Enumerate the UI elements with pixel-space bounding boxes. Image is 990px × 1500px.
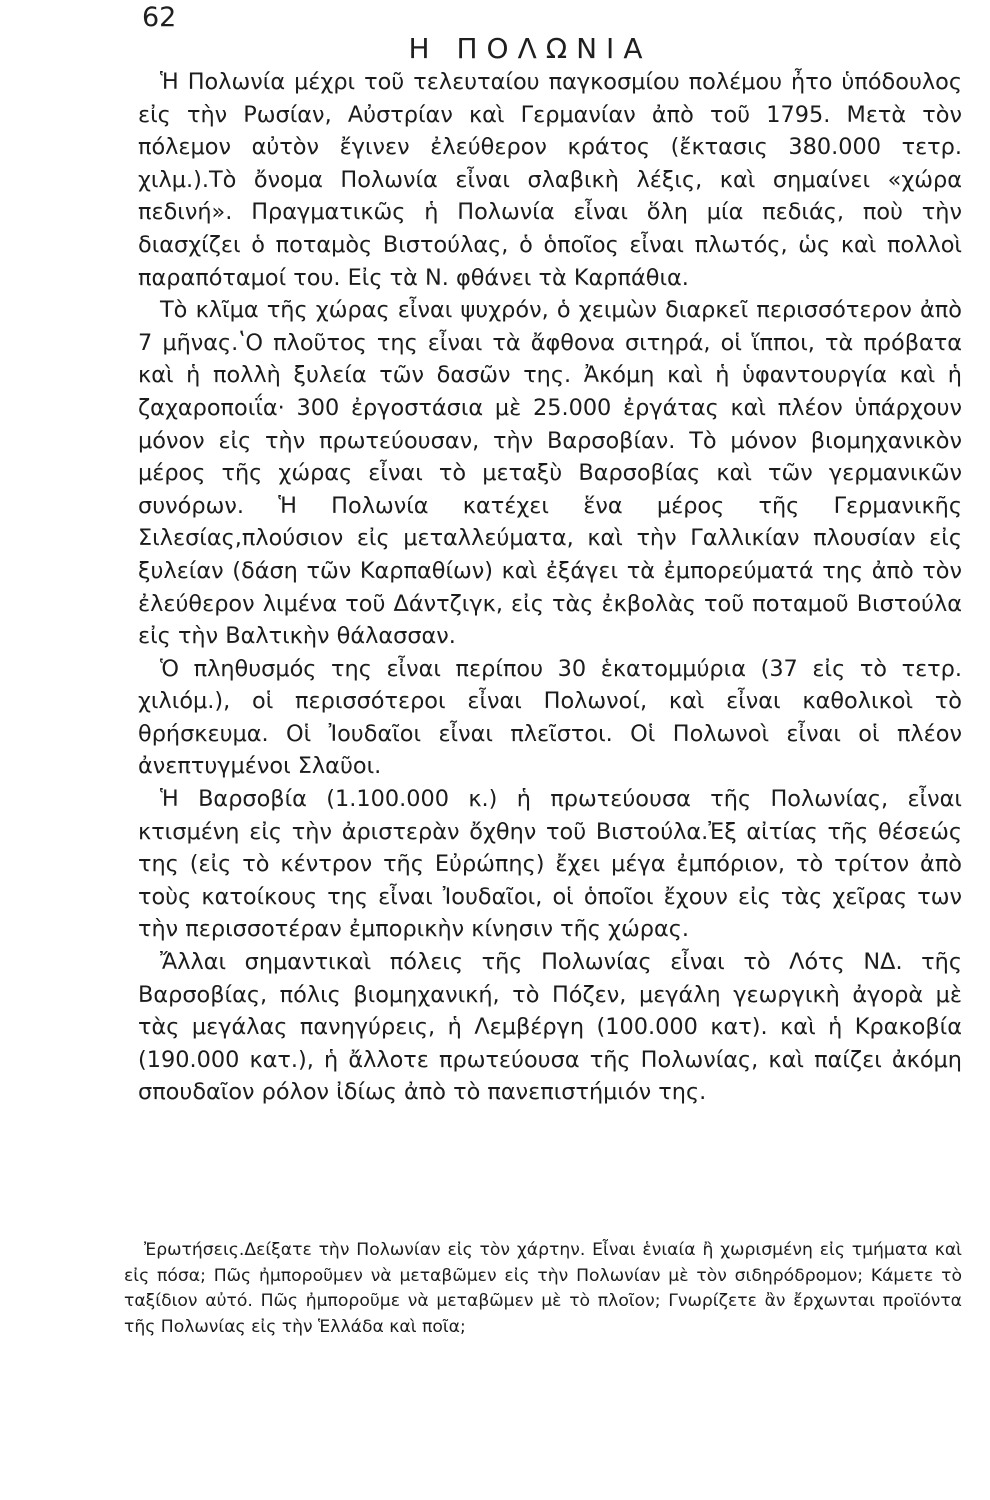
article-body [138,66,962,1109]
paragraph-climate-economy: Τὸ κλῖμα τῆς χώρας εἶναι ψυχρόν, ὁ χειμὼν διαρκεῖ περισσότερον ἀπὸ 7 μῆνας.ʽΟ πλοῦτος της εἶναι τὰ ἄφθονα σιτηρά, οἱ ἵπποι, τὰ πρόβατα καὶ ἡ πολλὴ ξυλεία τῶν δασῶν της. Ἀκόμη καὶ ἡ ὑφαντουργία καὶ ἡ ζαχαροποιΐα· 300 ἐργοστάσια μὲ 25.000 ἐργάτας καὶ πλέον ὑπάρχουν μόνον εἰς τὴν πρωτεύουσαν, τὴν Βαρσοβίαν. Τὸ μόνον βιομηχανικὸν μέρος τῆς χώρας εἶναι τὸ μεταξὺ Βαρσοβίας καὶ τῶν γερμανικῶν συνόρων. Ἡ Πολωνία κατέχει ἕνα μέρος τῆς Γερμανικῆς Σιλεσίας,πλούσιον εἰς μεταλλεύματα, καὶ τὴν Γαλλικίαν πλουσίαν εἰς ξυλείαν (δάση τῶν Καρπαθίων) καὶ ἐξάγει τὰ ἐμπορεύματά της ἀπὸ τὸν ἐλεύθερον λιμένα τοῦ Δάντζιγκ, εἰς τὰς ἐκβολὰς τοῦ ποταμοῦ Βιστούλα εἰς τὴν Βαλτικὴν θάλασσαν. [138,297,962,650]
review-questions [124,1238,962,1340]
page-title: Η ΠΟΛΩΝΙΑ [408,32,652,65]
paragraph-warsaw: Ἡ Βαρσοβία (1.100.000 κ.) ἡ πρωτεύουσα τῆς Πολωνίας, εἶναι κτισμένη εἰς τὴν ἀριστερὰν ὄχθην τοῦ Βιστούλα.Ἐξ αἰτίας τῆς θέσεώς της (εἰς τὸ κέντρον τῆς Εὐρώπης) ἔχει μέγα ἐμπόριον, τὸ τρίτον ἀπὸ τοὺς κατοίκους της εἶναι Ἰουδαῖοι, οἱ ὁποῖοι ἔχουν εἰς τὰς χεῖρας των τὴν περισσοτέραν ἐμπορικὴν κίνησιν τῆς χώρας. [138,786,962,943]
page-number: 62 [142,2,177,33]
paragraph-other-cities: Ἄλλαι σημαντικαὶ πόλεις τῆς Πολωνίας εἶναι τὸ Λότς ΝΔ. τῆς Βαρσοβίας, πόλις βιομηχανική, τὸ Πόζεν, μεγάλη γεωργικὴ ἀγορὰ μὲ τὰς μεγάλας πανηγύρεις, ἡ Λεμβέργη (100.000 κατ). καὶ ἡ Κρακοβία (190.000 κατ.), ἡ ἄλλοτε πρωτεύουσα τῆς Πολωνίας, καὶ παίζει ἀκόμη σπουδαῖον ρόλον ἰδίως ἀπὸ τὸ πανεπιστήμιόν της. [138,949,962,1106]
paragraph-population: Ὁ πληθυσμός της εἶναι περίπου 30 ἑκατομμύρια (37 εἰς τὸ τετρ. χιλιόμ.), οἱ περισσότεροι εἶναι Πολωνοί, καὶ εἶναι καθολικοὶ τὸ θρήσκευμα. Οἱ Ἰουδαῖοι εἶναι πλεῖστοι. Οἱ Πολωνοὶ εἶναι οἱ πλέον ἀνεπτυγμένοι Σλαῦοι. [138,655,962,780]
questions-text: Ἐρωτήσεις.Δείξατε τὴν Πολωνίαν εἰς τὸν χάρτην. Εἶναι ἑνιαία ἢ χωρισμένη εἰς τμήματα καὶ εἰς πόσα; Πῶς ἠμποροῦμεν νὰ μεταβῶμεν εἰς τὴν Πολωνίαν μὲ τὸν σιδηρόδρομον; Κάμετε τὸ ταξίδιον αὐτό. Πῶς ἠμποροῦμε νὰ μεταβῶμεν μὲ τὸ πλοῖον; Γνωρίζετε ἂν ἔρχωνται προϊόντα τῆς Πολωνίας εἰς τὴν Ἑλλάδα καὶ ποῖα; [124,1240,962,1337]
paragraph-history: Ἡ Πολωνία μέχρι τοῦ τελευταίου παγκοσμίου πολέμου ἦτο ὑπόδουλος εἰς τὴν Ρωσίαν, Αὐστρίαν καὶ Γερμανίαν ἀπὸ τοῦ 1795. Μετὰ τὸν πόλεμον αὐτὸν ἔγινεν ἐλεύθερον κράτος (ἔκτασις 380.000 τετρ. χιλμ.).Τὸ ὄνομα Πολωνία εἶναι σλαβικὴ λέξις, καὶ σημαίνει «χώρα πεδινή». Πραγματικῶς ἡ Πολωνία εἶναι ὅλη μία πεδιάς, ποὺ τὴν διασχίζει ὁ ποταμὸς Βιστούλας, ὁ ὁποῖος εἶναι πλωτός, ὡς καὶ πολλοὶ παραπόταμοί του. Εἰς τὰ Ν. φθάνει τὰ Καρπάθια. [138,69,962,291]
